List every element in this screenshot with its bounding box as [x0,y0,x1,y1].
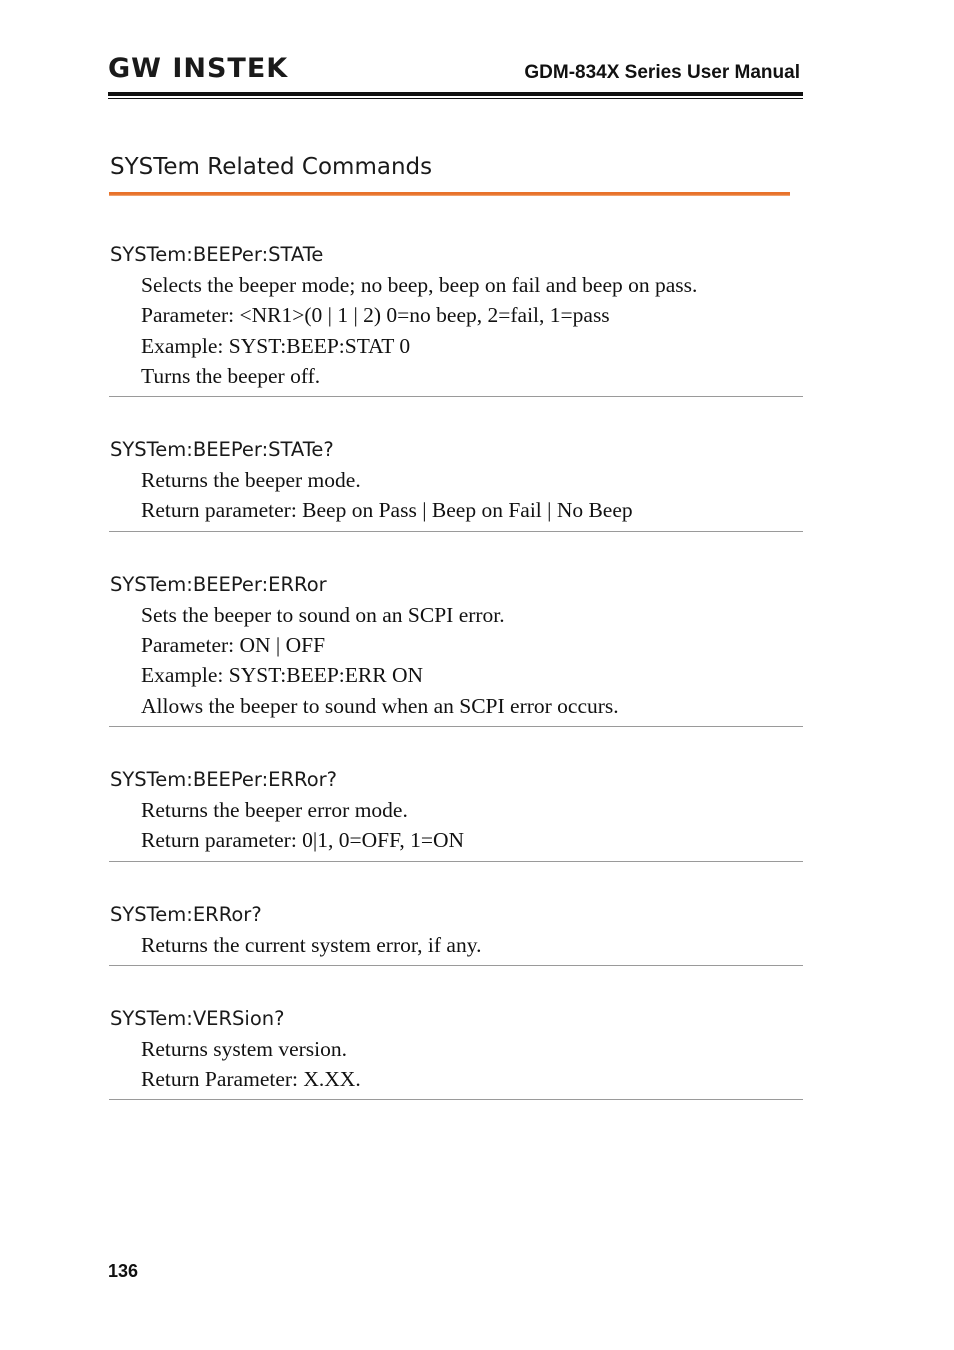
page-number: 136 [108,1261,139,1281]
command-name: SYSTem:BEEPer:STATe? [110,438,334,462]
page-header [108,52,803,98]
command-description: Returns the beeper mode. [141,468,361,493]
command-example: Example: SYST:BEEP:ERR ON [141,663,424,688]
command-entry [109,570,803,727]
command-parameter: Parameter: <NR1>(0 | 1 | 2) 0=no beep, 2=fail, 1=pass [141,303,610,328]
command-name: SYSTem:ERRor? [110,902,262,926]
command-list [109,240,803,1138]
command-entry [109,240,803,397]
command-description: Returns system version. [141,1036,348,1061]
command-entry [109,900,803,966]
header-rule-thick [108,92,803,96]
manual-title: GDM-834X Series User Manual [524,62,800,83]
command-entry [109,765,803,862]
header-rule-thin [108,98,803,99]
command-return-parameter: Return parameter: 0|1, 0=OFF, 1=ON [141,828,465,853]
command-description: Returns the beeper error mode. [141,797,408,822]
command-return-parameter: Return Parameter: X.XX. [141,1067,361,1092]
section-rule [109,192,790,196]
command-description: Sets the beeper to sound on an SCPI error. [141,602,505,627]
command-parameter: Parameter: ON | OFF [141,633,326,658]
command-name: SYSTem:BEEPer:ERRor? [110,767,337,791]
command-name: SYSTem:VERSion? [110,1006,285,1030]
command-description: Returns the current system error, if any. [141,932,482,957]
command-note: Allows the beeper to sound when an SCPI error occurs. [141,693,619,718]
section-title: SYSTem Related Commands [110,154,433,180]
command-example: Example: SYST:BEEP:STAT 0 [141,333,411,358]
command-entry [109,435,803,532]
command-entry [109,1004,803,1101]
command-note: Turns the beeper off. [141,363,321,388]
command-name: SYSTem:BEEPer:STATe [110,243,324,266]
command-name: SYSTem:BEEPer:ERRor [110,572,327,596]
gw-instek-logo: GW INSTEK [108,53,289,84]
command-return-parameter: Return parameter: Beep on Pass | Beep on Fail | No Beep [141,498,633,523]
command-description: Selects the beeper mode; no beep, beep on fail and beep on pass. [141,273,698,297]
